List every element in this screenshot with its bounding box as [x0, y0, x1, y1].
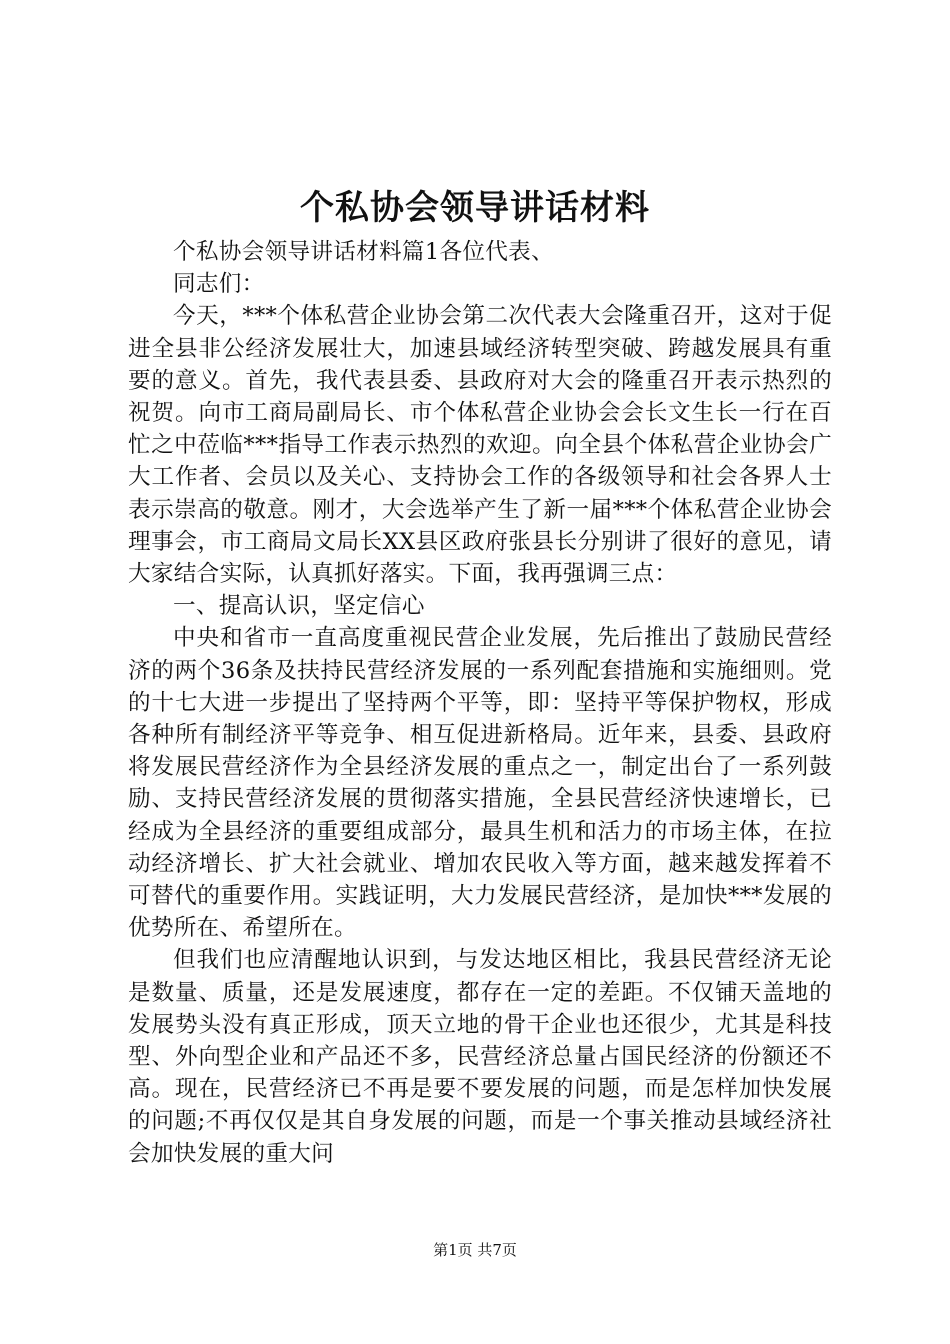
paragraph-salutation: 同志们： — [173, 271, 265, 298]
paragraph-section-one-body: 中央和省市一直高度重视民营企业发展，先后推出了鼓励民营经济的两个36条及扶持民营经济发展的一系列配套措施和实施细则。党的十七大进一步提出了坚持两个平等，即：坚持平等保护物权，形成各种所有制经济平等竞争、相互促进新格局。近年来，县委、县政府将发展民营经济作为全县经济发展的重点之一，制定出台了一系列鼓励、支持民营经济发展的贯彻落实措施，全县民营经济快速增长，已经成为全县经济的重要组成部分，最具生机和活力的市场主体，在拉动经济增长、扩大社会就业、增加农民收入等方面，越来越发挥着不可替代的重要作用。实践证明，大力发展民营经济，是加快***发展的优势所在、希望所在。 — [128, 625, 832, 942]
document-title: 个私协会领导讲话材料 — [300, 188, 650, 228]
section-heading-one: 一、提高认识，坚定信心 — [173, 593, 425, 620]
document-body — [128, 236, 832, 1170]
paragraph-opening: 个私协会领导讲话材料篇1各位代表、 — [173, 239, 554, 265]
paragraph-introduction: 今天，***个体私营企业协会第二次代表大会隆重召开，这对于促进全县非公经济发展壮大，加速县域经济转型突破、跨越发展具有重要的意义。首先，我代表县委、县政府对大会的隆重召开表示热烈的祝贺。向市工商局副局长、市个体私营企业协会会长文生长一行在百忙之中莅临***指导工作表示热烈的欢迎。向全县个体私营企业协会广大工作者、会员以及关心、支持协会工作的各级领导和社会各界人士表示崇高的敬意。刚才，大会选举产生了新一届***个体私营企业协会理事会，市工商局文局长XX县区政府张县长分别讲了很好的意见，请大家结合实际，认真抓好落实。下面，我再强调三点： — [128, 303, 833, 588]
page-number-footer: 第1页 共7页 — [433, 1241, 517, 1259]
paragraph-challenges: 但我们也应清醒地认识到，与发达地区相比，我县民营经济无论是数量、质量，还是发展速度，都存在一定的差距。不仅铺天盖地的发展势头没有真正形成，顶天立地的骨干企业也还很少，尤其是科技型、外向型企业和产品还不多，民营经济总量占国民经济的份额还不高。现在，民营经济已不再是要不要发展的问题，而是怎样加快发展的问题;不再仅仅是其自身发展的问题，而是一个事关推动县域经济社会加快发展的重大问 — [128, 947, 832, 1167]
